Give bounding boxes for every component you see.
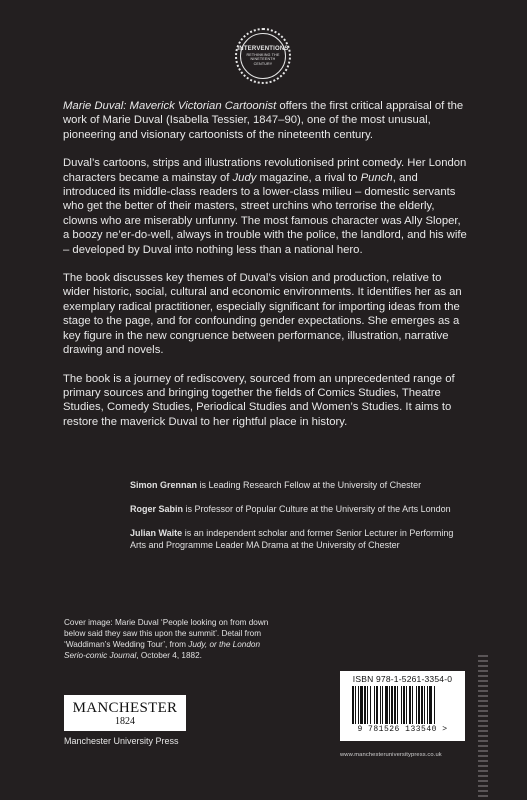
author-bio-2 bbox=[130, 503, 460, 515]
isbn-text: ISBN 978-1-5261-3354-0 bbox=[352, 674, 453, 684]
barcode-bar bbox=[352, 686, 354, 724]
punch-title: Punch bbox=[360, 171, 393, 184]
barcode-bar bbox=[358, 686, 359, 724]
author-bio-1 bbox=[130, 479, 460, 491]
barcode-bar bbox=[370, 686, 371, 724]
barcode-bars bbox=[348, 686, 458, 724]
barcode-bar bbox=[434, 686, 435, 724]
logo-year: 1824 bbox=[115, 715, 135, 727]
author-bio-text: is Leading Research Fellow at the University of Chester bbox=[197, 480, 422, 490]
book-title: Marie Duval: Maverick Victorian Cartoonist bbox=[63, 100, 277, 112]
barcode-bar bbox=[412, 686, 413, 724]
barcode-bar bbox=[394, 686, 396, 724]
blurb bbox=[63, 99, 468, 443]
blurb-p2-text-a: Duval’s cartoons, strips and illustrations revolutionised print comedy. Her London characters became a mainstay of bbox=[63, 157, 467, 184]
blurb-p2-text-c: , and introduced its middle-class readers to a lower-class milieu – domestic servants who get the better of their masters, street urchins who terrorise the elderly, clowns who are miserably unfunny. The most famous character was Ally Sloper, a boozy ne’er-do-well, always in trouble with the police, the landlord, and his wife – developed by Duval into nothing less than a national hero. bbox=[63, 171, 467, 256]
author-name: Simon Grennan bbox=[130, 480, 198, 490]
barcode-bar bbox=[367, 686, 368, 724]
barcode-bar bbox=[427, 686, 428, 724]
author-bio-text: is an independent scholar and former Senior Lecturer in Performing Arts and Programme Leader MA Drama at the University of Chester bbox=[130, 528, 454, 550]
blurb-paragraph-4: The book is a journey of rediscovery, sourced from an unprecedented range of primary sources and bringing together the fields of Comics Studies, Theatre Studies, Comedy Studies, Periodical Studies and Women’s Studies. It aims to restore the maverick Duval to her rightful place in history. bbox=[63, 372, 455, 428]
series-seal-inner bbox=[237, 33, 289, 79]
barcode-bar bbox=[382, 686, 383, 724]
isbn-barcode bbox=[340, 671, 465, 741]
decorative-stripe bbox=[478, 655, 488, 800]
publisher-logo bbox=[64, 695, 189, 746]
author-bio-3 bbox=[130, 527, 460, 551]
author-bio-text: is Professor of Popular Culture at the University of the Arts London bbox=[183, 504, 451, 514]
author-name: Julian Waite bbox=[130, 528, 183, 538]
barcode-bar bbox=[364, 686, 366, 724]
barcode-bar bbox=[403, 686, 405, 724]
barcode-bar bbox=[401, 686, 402, 724]
barcode-bar bbox=[376, 686, 378, 724]
barcode-bar bbox=[389, 686, 390, 724]
seal-line-1: INTERVENTIONS bbox=[237, 46, 289, 53]
publisher-logo-box bbox=[64, 695, 186, 731]
barcode-bar bbox=[416, 686, 417, 724]
publisher-url: www.manchesteruniversitypress.co.uk bbox=[340, 752, 442, 758]
barcode-bar bbox=[385, 686, 388, 724]
blurb-paragraph-3: The book discusses key themes of Duval’s vision and production, relative to wider historic, social, cultural and economic environments. It identifies her as an exemplary radical practitioner, especially significant for importing ideas from the stage to the page, and for confounding gender expectations. She emerges as a key figure in the new congruence between performance, illustration, narrative drawing and novels. bbox=[63, 272, 462, 357]
press-name: Manchester University Press bbox=[64, 736, 179, 746]
seal-line-3: NINETEENTH bbox=[250, 57, 276, 62]
cover-image-caption bbox=[64, 617, 279, 661]
barcode-bar bbox=[391, 686, 393, 724]
barcode-bar bbox=[397, 686, 398, 724]
barcode-bar bbox=[421, 686, 423, 724]
barcode-bar bbox=[360, 686, 363, 724]
series-seal bbox=[235, 28, 291, 84]
caption-text-b: , October 4, 1882. bbox=[136, 651, 202, 660]
barcode-bar bbox=[380, 686, 381, 724]
blurb-p1-text: offers the first critical appraisal of the work of Marie Duval (Isabella Tessier, 1847–90), one of the most unusual, pioneering and visionary cartoonists of the nineteenth century. bbox=[63, 100, 464, 141]
blurb-paragraph-1 bbox=[63, 99, 468, 142]
blurb-paragraph-2 bbox=[63, 156, 468, 257]
caption-text-a: Cover image: Marie Duval ‘People looking on from down below said they saw this upon the summit’. Detail from ‘Waddiman’s Wedding Tour’, from bbox=[64, 618, 269, 649]
barcode-bar bbox=[418, 686, 420, 724]
caption-journal-title: Judy, or the London Serio-comic Journal bbox=[64, 640, 261, 660]
author-name: Roger Sabin bbox=[130, 504, 184, 514]
seal-line-4: CENTURY bbox=[253, 61, 273, 66]
barcode-bar bbox=[424, 686, 425, 724]
barcode-digits: 9 781526 133540 > bbox=[357, 725, 448, 734]
blurb-p2-text-b: magazine, a rival to bbox=[256, 171, 361, 184]
barcode-bar bbox=[355, 686, 356, 724]
judy-title: Judy bbox=[232, 171, 257, 184]
barcode-bar bbox=[374, 686, 375, 724]
seal-line-2: RETHINKING THE bbox=[246, 53, 280, 58]
barcode-bar bbox=[406, 686, 407, 724]
logo-name: MANCHESTER bbox=[72, 699, 178, 716]
barcode-bar bbox=[429, 686, 432, 724]
barcode-bar bbox=[409, 686, 411, 724]
